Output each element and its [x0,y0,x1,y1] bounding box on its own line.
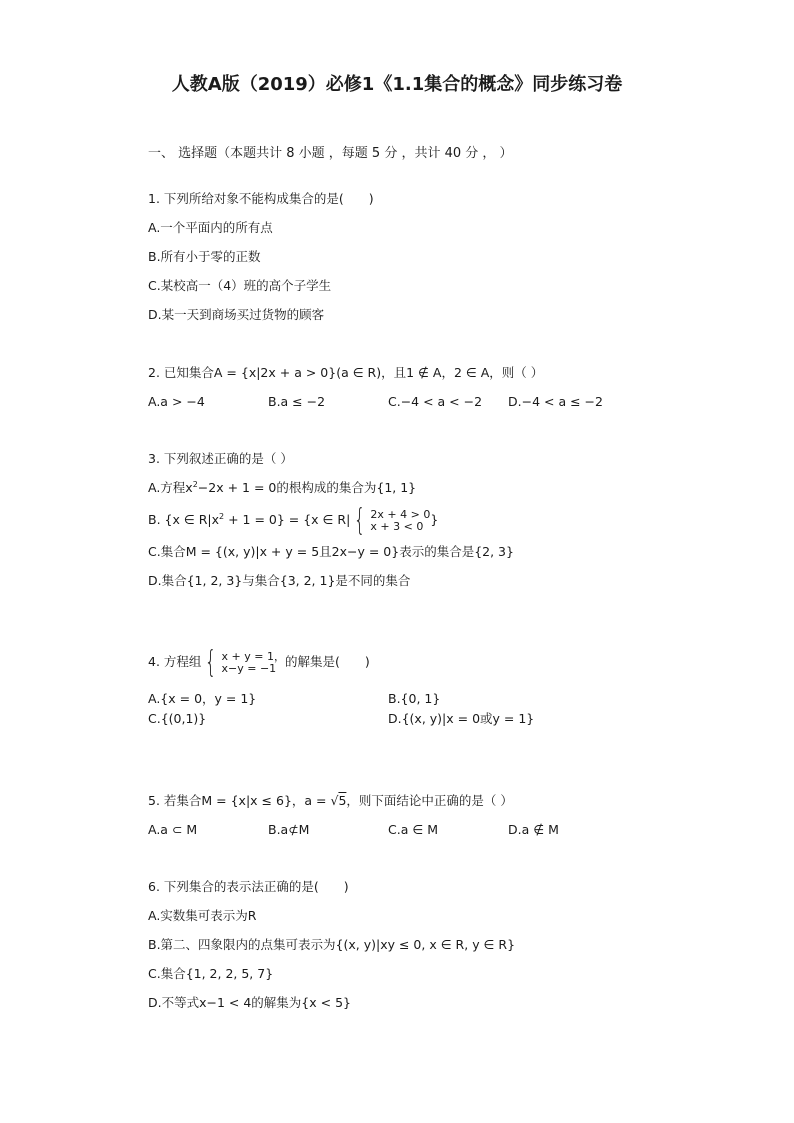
question-3-option-c: C.集合M = {(x, y)|x + y = 5且2x−y = 0}表示的集合是{2, 3} [148,544,514,559]
section-heading: 一、 选择题（本题共计 8 小题 ，每题 5 分 ，共计 40 分 ， ） [148,146,513,161]
question-2-options [148,393,603,411]
question-4 [148,644,535,730]
question-5-option-a: A.a ⊂ M [148,822,198,837]
page-title: 人教A版（2019）必修1《1.1集合的概念》同步练习卷 [171,74,623,95]
question-4-stem: 4. 方程组 { x + y = 1， x−y = −1 的解集是( ) [148,644,370,680]
question-5-option-b: B.a⊄M [268,822,310,837]
question-2-option-c: C.−4 < a < −2 [388,394,483,409]
question-6-stem: 6. 下列集合的表示法正确的是( ) [148,879,349,894]
question-4-system: x + y = 1， x−y = −1 [221,649,285,675]
question-5 [148,792,559,839]
question-5-stem: 5. 若集合M = {x|x ≤ 6}，a = √5，则下面结论中正确的是（ ） [148,793,513,808]
question-4-option-a: A.{x = 0，y = 1} [148,691,257,706]
question-3-stem: 3. 下列叙述正确的是（ ） [148,451,293,466]
question-3-option-b-system: 2x + 4 > 0 x + 3 < 0 [370,507,431,533]
question-6-option-b: B.第二、四象限内的点集可表示为{(x, y)|xy ≤ 0, x ∈ R, y ∈ R} [148,937,516,952]
question-1-option-d: D.某一天到商场买过货物的顾客 [148,307,325,322]
left-brace-icon: { [354,502,366,538]
question-5-option-d: D.a ∉ M [508,822,559,837]
question-6-option-a: A.实数集可表示为R [148,908,257,923]
question-1-option-a: A.一个平面内的所有点 [148,220,273,235]
question-4-option-c: C.{(0,1)} [148,711,207,726]
question-4-options-row-1 [148,690,441,710]
question-6-option-c: C.集合{1, 2, 2, 5, 7} [148,966,274,981]
question-2-option-b: B.a ≤ −2 [268,394,326,409]
question-4-options-row-2 [148,710,535,730]
question-3-option-a: A.方程$x^2-2x + 1 = 0$的根构成的集合为{1, 1} [148,479,417,495]
question-3 [148,450,514,590]
question-3-option-d: D.集合{1, 2, 3}与集合{3, 2, 1}是不同的集合 [148,573,411,588]
question-6 [148,878,515,1012]
question-4-option-b: B.{0, 1} [388,691,441,706]
question-4-option-d: D.{(x, y)|x = 0或y = 1} [388,711,535,726]
left-brace-icon: { [205,644,217,680]
question-2-option-d: D.−4 < a ≤ −2 [508,394,603,409]
question-2-stem: 2. 已知集合A = {x|2x + a > 0}(a ∈ R)，且1 ∉ A，2 ∈ A，则（ ） [148,365,544,380]
question-1-option-c: C.某校高一（4）班的高个子学生 [148,278,332,293]
question-5-option-c: C.a ∈ M [388,822,438,837]
question-6-option-d: D.不等式x−1 < 4的解集为{x < 5} [148,995,351,1010]
question-2-option-a: A.a > −4 [148,394,205,409]
question-1-stem: 1. 下列所给对象不能构成集合的是( ) [148,191,374,206]
question-1-option-b: B.所有小于零的正数 [148,249,261,264]
question-1 [148,190,374,324]
question-2 [148,364,603,411]
question-3-option-b: B. {x ∈ $R|x^2 + 1 = 0\} = \{x$ ∈ R| { 2x + 4 > 0 x + 3 < 0 } [148,502,439,538]
question-5-options [148,821,559,839]
